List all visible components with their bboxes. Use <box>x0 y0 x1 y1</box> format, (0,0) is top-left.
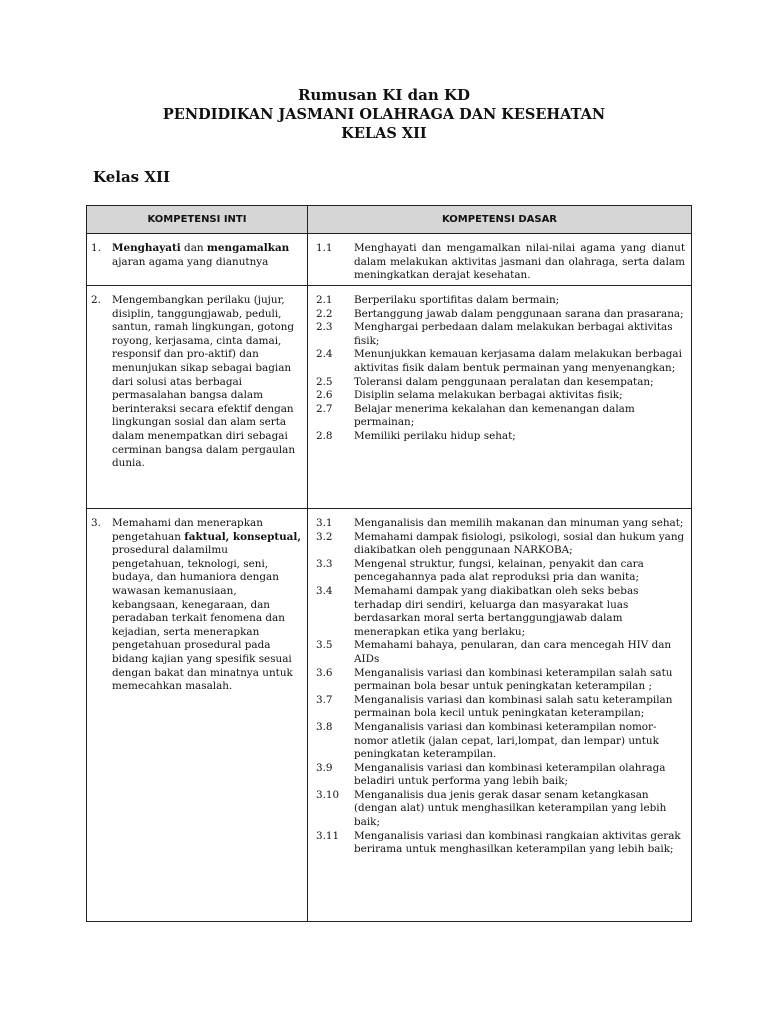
kd-number: 1.1 <box>316 242 333 254</box>
header-kompetensi-dasar: KOMPETENSI DASAR <box>308 206 692 234</box>
ki-cell <box>87 286 308 509</box>
table-row <box>87 509 692 922</box>
ki-number: 3. <box>91 517 101 529</box>
kd-text: Toleransi dalam penggunaan peralatan dan kesempatan; <box>354 375 654 388</box>
kd-text: Disiplin selama melakukan berbagai aktivitas fisik; <box>354 389 623 402</box>
kd-cell <box>308 234 692 286</box>
ki-number: 2. <box>91 294 101 306</box>
class-heading: Kelas XII <box>93 168 171 186</box>
kd-number: 2.2 <box>316 307 333 320</box>
kd-text: Menganalisis variasi dan kombinasi rangkaian aktivitas gerak berirama untuk menghasilkan keterampilan yang lebih baik; <box>354 829 681 856</box>
title-line-2: PENDIDIKAN JASMANI OLAHRAGA DAN KESEHATAN <box>162 106 606 123</box>
ki-cell <box>87 234 308 286</box>
kd-item <box>316 830 685 857</box>
kd-number: 2.5 <box>316 375 333 388</box>
kd-item <box>316 694 685 721</box>
kd-number: 3.1 <box>316 517 333 529</box>
kd-text: Menganalisis dua jenis gerak dasar senam ketangkasan (dengan alat) untuk menghasilkan keterampilan yang lebih baik; <box>354 788 667 829</box>
kd-text: Menganalisis variasi dan kombinasi keterampilan nomor-nomor atletik (jalan cepat, lari,lompat, dan lempar) untuk peningkatan keterampilan. <box>354 720 659 761</box>
title-line-3: KELAS XII <box>341 125 427 142</box>
kd-item <box>316 242 685 283</box>
kd-text: Menganalisis variasi dan kombinasi salah satu keterampilan permainan bola kecil untuk peningkatan keterampilan; <box>354 693 673 720</box>
kd-cell <box>308 509 692 922</box>
kd-item <box>316 721 685 762</box>
kd-item <box>316 308 685 322</box>
kd-item <box>316 667 685 694</box>
kd-number: 3.8 <box>316 720 333 733</box>
kd-item <box>316 639 685 666</box>
kd-number: 2.8 <box>316 429 333 442</box>
kd-item <box>316 789 685 830</box>
kd-text: Memahami bahaya, penularan, dan cara mencegah HIV dan AIDs <box>354 639 672 665</box>
kd-number: 3.9 <box>316 761 333 774</box>
kd-item <box>316 321 685 348</box>
kd-number: 3.6 <box>316 666 333 679</box>
kd-text: Menganalisis dan memilih makanan dan minuman yang sehat; <box>354 517 684 529</box>
kd-text: Menganalisis variasi dan kombinasi keterampilan olahraga beladiri untuk performa yang lebih baik; <box>354 761 666 788</box>
kd-number: 2.3 <box>316 321 333 334</box>
kd-text: Mengenal struktur, fungsi, kelainan, penyakit dan cara pencegahannya pada alat reproduksi pria dan wanita; <box>354 557 644 584</box>
kd-text: Menunjukkan kemauan kerjasama dalam melakukan berbagai aktivitas fisik dalam bentuk permainan yang menyenangkan; <box>354 348 682 374</box>
header-kompetensi-inti: KOMPETENSI INTI <box>87 206 308 234</box>
kd-item <box>316 517 685 531</box>
kd-item <box>316 430 685 444</box>
kd-number: 3.10 <box>316 788 340 801</box>
kd-text: Memiliki perilaku hidup sehat; <box>354 429 516 442</box>
kd-item <box>316 531 685 558</box>
kd-number: 2.4 <box>316 348 333 361</box>
title-line-1: Rumusan KI dan KD <box>297 86 471 104</box>
kd-text: Bertanggung jawab dalam penggunaan sarana dan prasarana; <box>354 307 684 320</box>
kd-item <box>316 403 685 430</box>
kd-text: Menghayati dan mengamalkan nilai-nilai agama yang dianut dalam melakukan aktivitas jasmani dan olahraga, serta dalam meningkatkan derajat kesehatan. <box>354 242 685 282</box>
kd-item <box>316 376 685 390</box>
kd-item <box>316 558 685 585</box>
kd-number: 2.6 <box>316 389 333 402</box>
kd-item <box>316 348 685 375</box>
kd-number: 3.5 <box>316 639 333 652</box>
kd-text: Menganalisis variasi dan kombinasi keterampilan salah satu permainan bola besar untuk peningkatan keterampilan ; <box>354 666 673 693</box>
document-title <box>0 86 768 143</box>
kd-number: 3.3 <box>316 557 333 570</box>
ki-text: Memahami dan menerapkan pengetahuan faktual, konseptual, prosedural dalamilmu pengetahuan, teknologi, seni, budaya, dan humaniora dengan wawasan kemanusiaan, kebangsaan, kenegaraan, dan peradaban terkait fenomena dan kejadian, serta menerapkan pengetahuan prosedural pada bidang kajian yang spesifik sesuai dengan bakat dan minatnya untuk memecahkan masalah. <box>112 517 301 693</box>
kd-cell <box>308 286 692 509</box>
ki-number: 1. <box>91 242 101 254</box>
ki-text: Menghayati dan mengamalkan ajaran agama yang dianutnya <box>112 242 290 268</box>
kd-text: Berperilaku sportifitas dalam bermain; <box>354 294 560 306</box>
kd-number: 3.2 <box>316 530 333 543</box>
kd-item <box>316 389 685 403</box>
kd-number: 3.11 <box>316 829 340 842</box>
ki-cell <box>87 509 308 922</box>
ki-text: Mengembangkan perilaku (jujur, disiplin, tanggungjawab, peduli, santun, ramah lingkungan, gotong royong, kerjasama, cinta damai, responsif dan pro-aktif) dan menunjukan sikap sebagai bagian dari solusi atas berbagai permasalahan bangsa dalam berinteraksi secara efektif dengan lingkungan sosial dan alam serta dalam menempatkan diri sebagai cerminan bangsa dalam pergaulan dunia. <box>112 294 296 470</box>
kd-item <box>316 294 685 308</box>
kd-item <box>316 762 685 789</box>
kd-text: Menghargai perbedaan dalam melakukan berbagai aktivitas fisik; <box>354 321 673 347</box>
kd-item <box>316 585 685 639</box>
kd-text: Memahami dampak fisiologi, psikologi, sosial dan hukum yang diakibatkan oleh penggunaan NARKOBA; <box>354 530 685 557</box>
kd-number: 3.4 <box>316 584 333 597</box>
table-row <box>87 286 692 509</box>
kd-number: 3.7 <box>316 693 333 706</box>
kd-text: Memahami dampak yang diakibatkan oleh seks bebas terhadap diri sendiri, keluarga dan masyarakat luas berdasarkan moral serta bertanggungjawab dalam menerapkan etika yang berlaku; <box>354 584 639 638</box>
kd-number: 2.1 <box>316 294 333 306</box>
table-row <box>87 234 692 286</box>
competency-table <box>86 205 692 922</box>
kd-number: 2.7 <box>316 402 333 415</box>
kd-text: Belajar menerima kekalahan dan kemenangan dalam permainan; <box>354 402 635 429</box>
